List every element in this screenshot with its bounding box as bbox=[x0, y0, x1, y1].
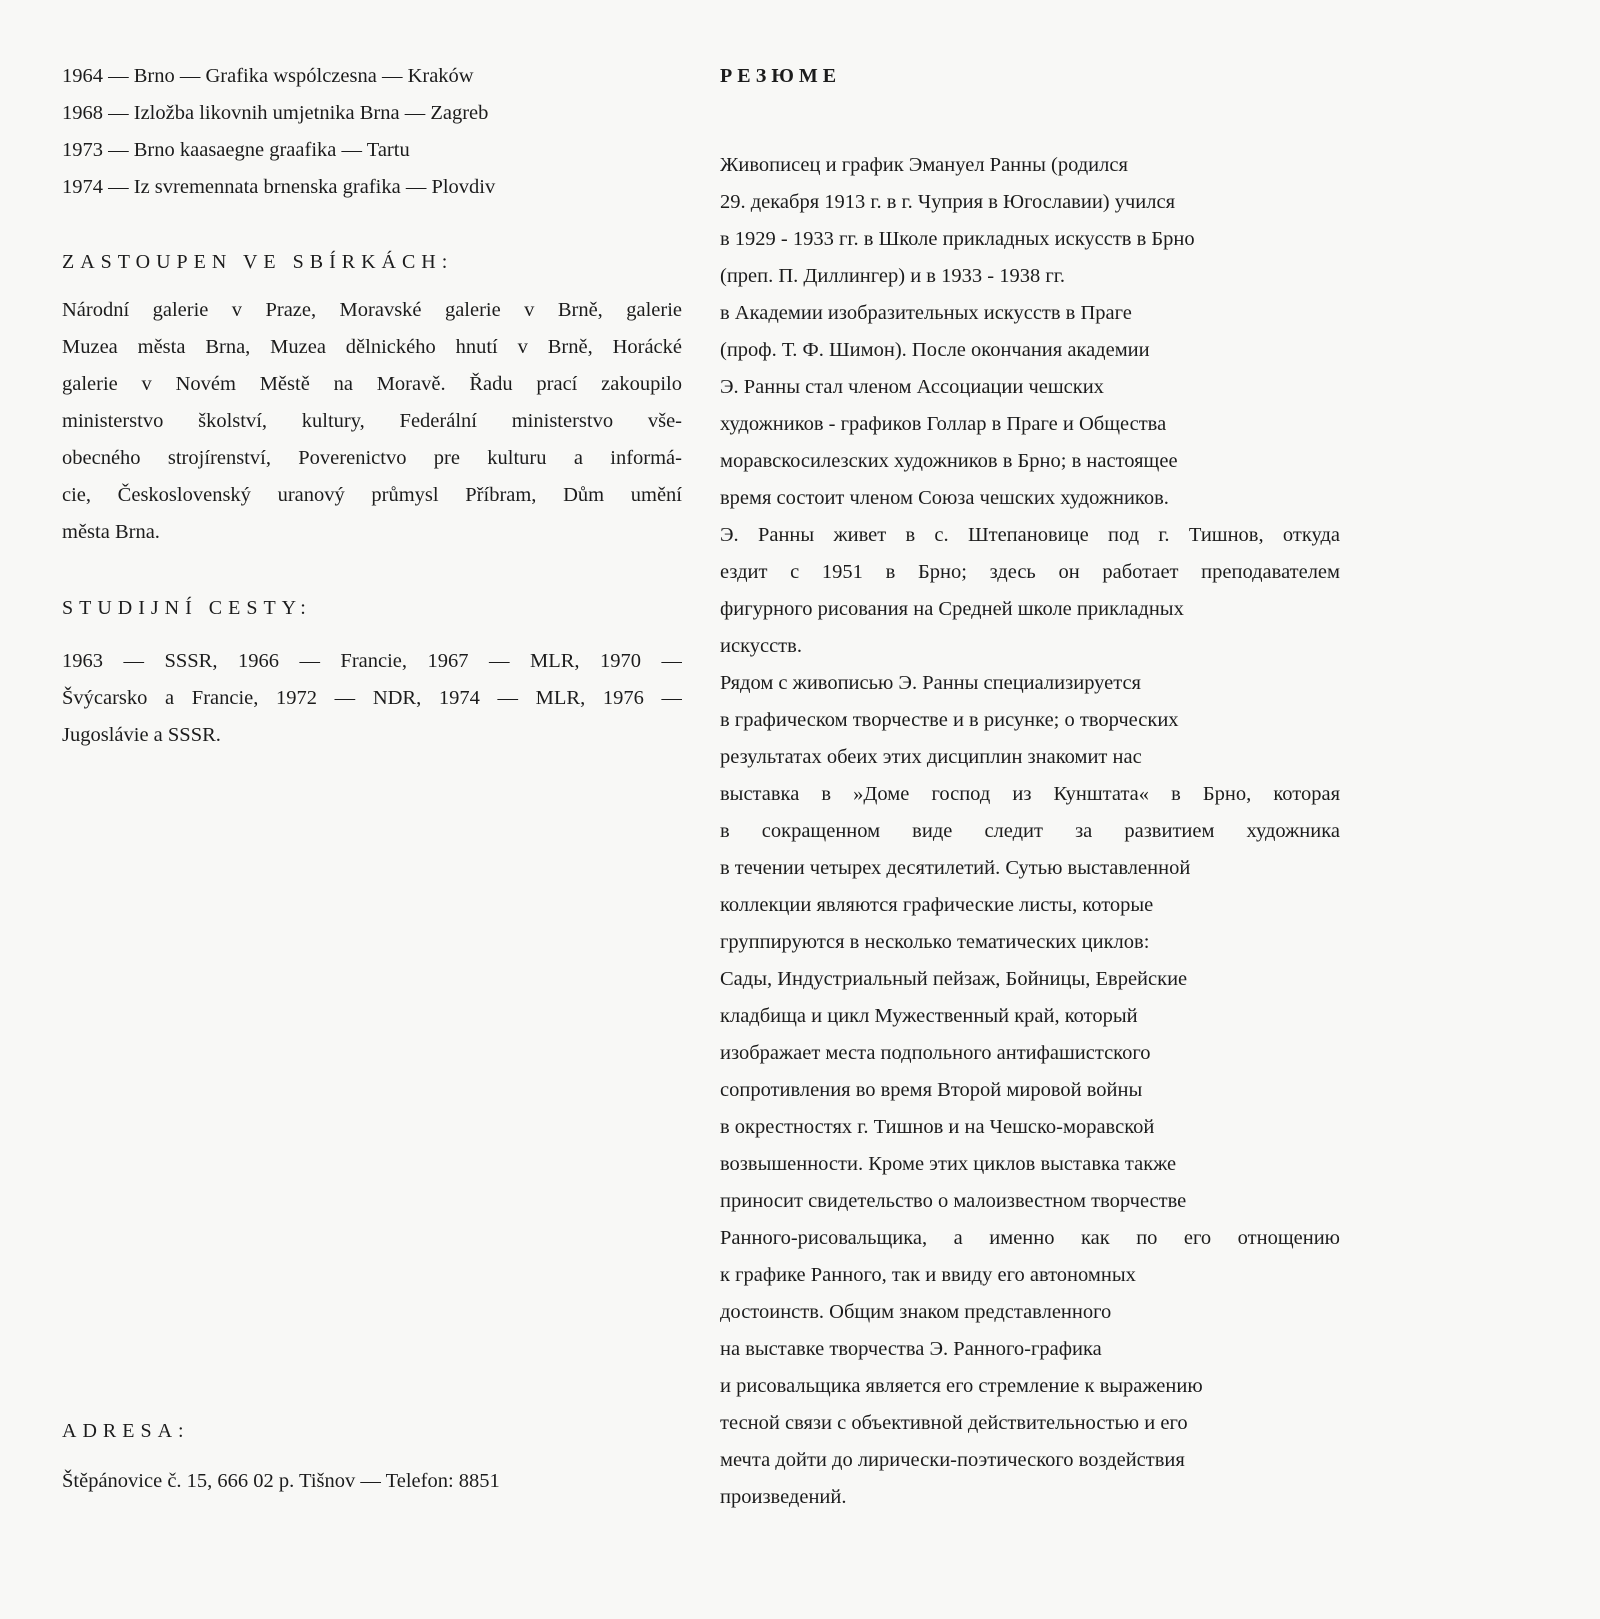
text-line: Ранного-рисовальщика, а именно как по его отнощению bbox=[720, 1227, 1340, 1249]
text-line: в 1929 - 1933 гг. в Школе прикладных искусств в Брно bbox=[720, 228, 1195, 250]
text-line: в Академии изобразительных искусств в Праге bbox=[720, 302, 1132, 324]
text-line: моравскосилезских художников в Брно; в настоящее bbox=[720, 450, 1178, 472]
text-line: Jugoslávie a SSSR. bbox=[62, 724, 221, 746]
trips-paragraph bbox=[62, 643, 682, 754]
address-heading bbox=[62, 1413, 190, 1450]
text-line: художников - графиков Голлар в Праге и Общества bbox=[720, 413, 1167, 435]
text-line: obecného strojírenství, Poverenictvo pre kulturu a informá- bbox=[62, 447, 682, 469]
collections-heading bbox=[62, 244, 453, 281]
text-line: мечта дойти до лирически-поэтического воздействия bbox=[720, 1449, 1185, 1471]
text-line: возвышенности. Кроме этих циклов выставка также bbox=[720, 1153, 1177, 1175]
text-line: Muzea města Brna, Muzea dělnického hnutí v Brně, Horácké bbox=[62, 336, 682, 358]
resume-heading-text: РЕЗЮМЕ bbox=[720, 65, 842, 87]
text-line: 1964 — Brno — Grafika wspólczesna — Kraków bbox=[62, 65, 474, 87]
text-line: cie, Československý uranový průmysl Příbram, Dům umění bbox=[62, 484, 682, 506]
text-line: к графике Ранного, так и ввиду его автономных bbox=[720, 1264, 1136, 1286]
text-line: města Brna. bbox=[62, 521, 160, 543]
text-line: 1968 — Izložba likovnih umjetnika Brna — Zagreb bbox=[62, 102, 489, 124]
text-line: сопротивления во время Второй мировой войны bbox=[720, 1079, 1143, 1101]
text-line: время состоит членом Союза чешских художников. bbox=[720, 487, 1169, 509]
left-column bbox=[62, 58, 682, 206]
resume-heading bbox=[720, 58, 841, 95]
text-line: (преп. П. Диллингер) и в 1933 - 1938 гг. bbox=[720, 265, 1065, 287]
text-line: ministerstvo školství, kultury, Federální ministerstvo vše- bbox=[62, 410, 682, 432]
text-line: 1973 — Brno kaasaegne graafika — Tartu bbox=[62, 139, 410, 161]
text-line: Э. Ранны стал членом Ассоциации чешских bbox=[720, 376, 1104, 398]
collections-heading-text: ZASTOUPEN VE SBÍRKÁCH: bbox=[62, 251, 454, 273]
text-line: в графическом творчестве и в рисунке; о творческих bbox=[720, 709, 1179, 731]
text-line: 29. декабря 1913 г. в г. Чуприя в Югославии) учился bbox=[720, 191, 1176, 213]
text-line: ездит с 1951 в Брно; здесь он работает преподавателем bbox=[720, 561, 1340, 583]
text-line: кладбища и цикл Мужественный край, который bbox=[720, 1005, 1138, 1027]
text-line: Э. Ранны живет в с. Штепановице под г. Тишнов, откуда bbox=[720, 524, 1340, 546]
address-heading-text: ADRESA: bbox=[62, 1420, 190, 1442]
text-line: приносит свидетельство о малоизвестном творчестве bbox=[720, 1190, 1187, 1212]
text-line: произведений. bbox=[720, 1486, 847, 1508]
address-text: Štěpánovice č. 15, 666 02 p. Tišnov — Telefon: 8851 bbox=[62, 1470, 500, 1492]
collections-paragraph bbox=[62, 292, 682, 551]
text-line: galerie v Novém Městě na Moravě. Řadu prací zakoupilo bbox=[62, 373, 682, 395]
trips-heading bbox=[62, 590, 312, 627]
text-line: изображает места подпольного антифашистского bbox=[720, 1042, 1151, 1064]
exhibition-list bbox=[62, 58, 682, 206]
text-line: 1963 — SSSR, 1966 — Francie, 1967 — MLR, 1970 — bbox=[62, 650, 682, 672]
text-line: фигурного рисования на Средней школе прикладных bbox=[720, 598, 1184, 620]
text-line: Švýcarsko a Francie, 1972 — NDR, 1974 — MLR, 1976 — bbox=[62, 687, 682, 709]
text-line: Живописец и график Эмануел Ранны (родился bbox=[720, 154, 1128, 176]
text-line: искусств. bbox=[720, 635, 802, 657]
text-line: Národní galerie v Praze, Moravské galerie v Brně, galerie bbox=[62, 299, 682, 321]
text-line: Рядом с живописью Э. Ранны специализируется bbox=[720, 672, 1141, 694]
resume-text bbox=[720, 147, 1340, 1516]
text-line: результатах обеих этих дисциплин знакомит нас bbox=[720, 746, 1142, 768]
text-line: тесной связи с объективной действительностью и его bbox=[720, 1412, 1188, 1434]
trips-heading-text: STUDIJNÍ CESTY: bbox=[62, 597, 312, 619]
text-line: в течении четырех десятилетий. Сутью выставленной bbox=[720, 857, 1191, 879]
text-line: в окрестностях г. Тишнов и на Чешско-моравской bbox=[720, 1116, 1155, 1138]
address bbox=[62, 1463, 500, 1500]
text-line: выставка в »Доме господ из Кунштата« в Брно, которая bbox=[720, 783, 1340, 805]
text-line: Сады, Индустриальный пейзаж, Бойницы, Еврейские bbox=[720, 968, 1188, 990]
text-line: достоинств. Общим знаком представленного bbox=[720, 1301, 1112, 1323]
text-line: (проф. Т. Ф. Шимон). После окончания академии bbox=[720, 339, 1150, 361]
text-line: в сокращенном виде следит за развитием художника bbox=[720, 820, 1340, 842]
text-line: и рисовальщика является его стремление к выражению bbox=[720, 1375, 1203, 1397]
text-line: коллекции являются графические листы, которые bbox=[720, 894, 1154, 916]
text-line: группируются в несколько тематических циклов: bbox=[720, 931, 1150, 953]
text-line: 1974 — Iz svremennata brnenska grafika — Plovdiv bbox=[62, 176, 496, 198]
text-line: на выставке творчества Э. Ранного-графика bbox=[720, 1338, 1102, 1360]
